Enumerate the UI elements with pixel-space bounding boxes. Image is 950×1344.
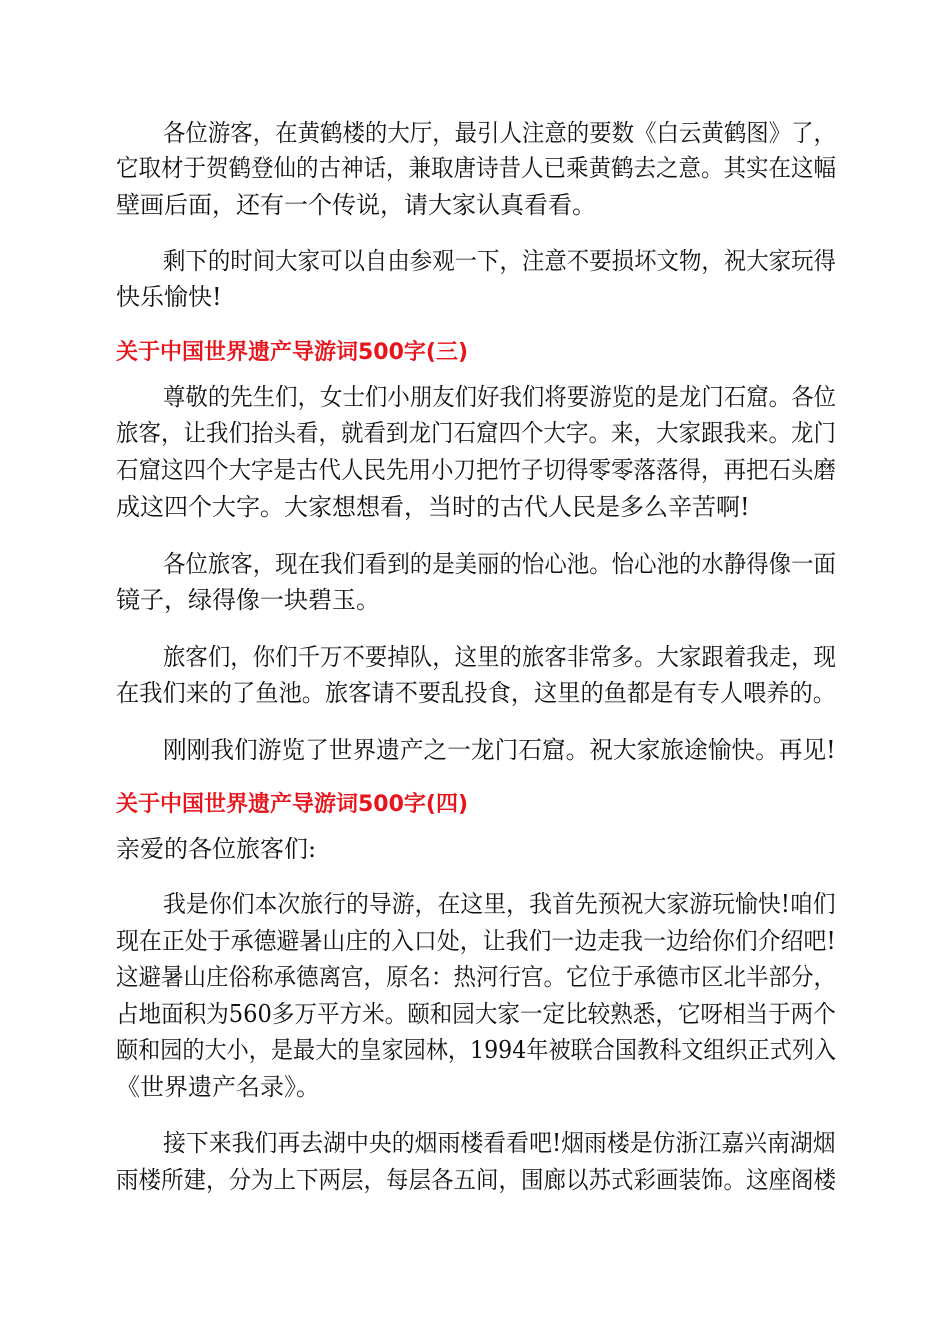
paragraph-line: 各位旅客，现在我们看到的是美丽的怡心池。怡心池的水静得像一面 [163,550,836,578]
paragraph-line: 剩下的时间大家可以自由参观一下，注意不要损坏文物，祝大家玩得 [163,247,836,275]
paragraph-line: 《世界遗产名录》。 [116,1073,320,1101]
paragraph-line: 现在正处于承德避暑山庄的入口处，让我们一边走我一边给你们介绍吧! [116,927,836,955]
paragraph-line: 占地面积为560多万平方米。颐和园大家一定比较熟悉，它呀相当于两个 [116,1000,836,1028]
paragraph-line: 尊敬的先生们，女士们小朋友们好我们将要游览的是龙门石窟。各位 [163,383,836,411]
paragraph-line: 在我们来的了鱼池。旅客请不要乱投食，这里的鱼都是有专人喂养的。 [116,679,836,707]
section-heading-4: 关于中国世界遗产导游词500字(四) [116,792,469,817]
paragraph-line: 镜子，绿得像一块碧玉。 [116,586,380,614]
paragraph-line: 成这四个大字。大家想想看，当时的古代人民是多么辛苦啊! [116,493,750,521]
paragraph-line: 快乐愉快! [116,283,222,311]
paragraph-line: 旅客们，你们千万不要掉队，这里的旅客非常多。大家跟着我走，现 [163,643,836,671]
paragraph-line: 各位游客，在黄鹤楼的大厅，最引人注意的要数《白云黄鹤图》了， [163,119,836,147]
paragraph-line: 壁画后面，还有一个传说，请大家认真看看。 [116,191,596,219]
paragraph-line: 我是你们本次旅行的导游，在这里，我首先预祝大家游玩愉快!咱们 [163,890,836,918]
paragraph-line: 石窟这四个大字是古代人民先用小刀把竹子切得零零落落得，再把石头磨 [116,456,836,484]
paragraph-line: 接下来我们再去湖中央的烟雨楼看看吧!烟雨楼是仿浙江嘉兴南湖烟 [163,1129,836,1157]
paragraph-line: 它取材于贺鹤登仙的古神话，兼取唐诗昔人已乘黄鹤去之意。其实在这幅 [116,154,836,182]
paragraph-line: 雨楼所建，分为上下两层，每层各五间，围廊以苏式彩画装饰。这座阁楼 [116,1166,836,1194]
paragraph-line: 颐和园的大小，是最大的皇家园林，1994年被联合国教科文组织正式列入 [116,1036,837,1064]
paragraph-line: 旅客，让我们抬头看，就看到龙门石窟四个大字。来，大家跟我来。龙门 [116,419,836,447]
paragraph-line: 这避暑山庄俗称承德离宫，原名：热河行宫。它位于承德市区北半部分， [116,963,836,991]
paragraph-line: 刚刚我们游览了世界遗产之一龙门石窟。祝大家旅途愉快。再见! [163,736,836,764]
section-heading-3: 关于中国世界遗产导游词500字(三) [116,340,469,365]
salutation: 亲爱的各位旅客们: [116,835,317,863]
